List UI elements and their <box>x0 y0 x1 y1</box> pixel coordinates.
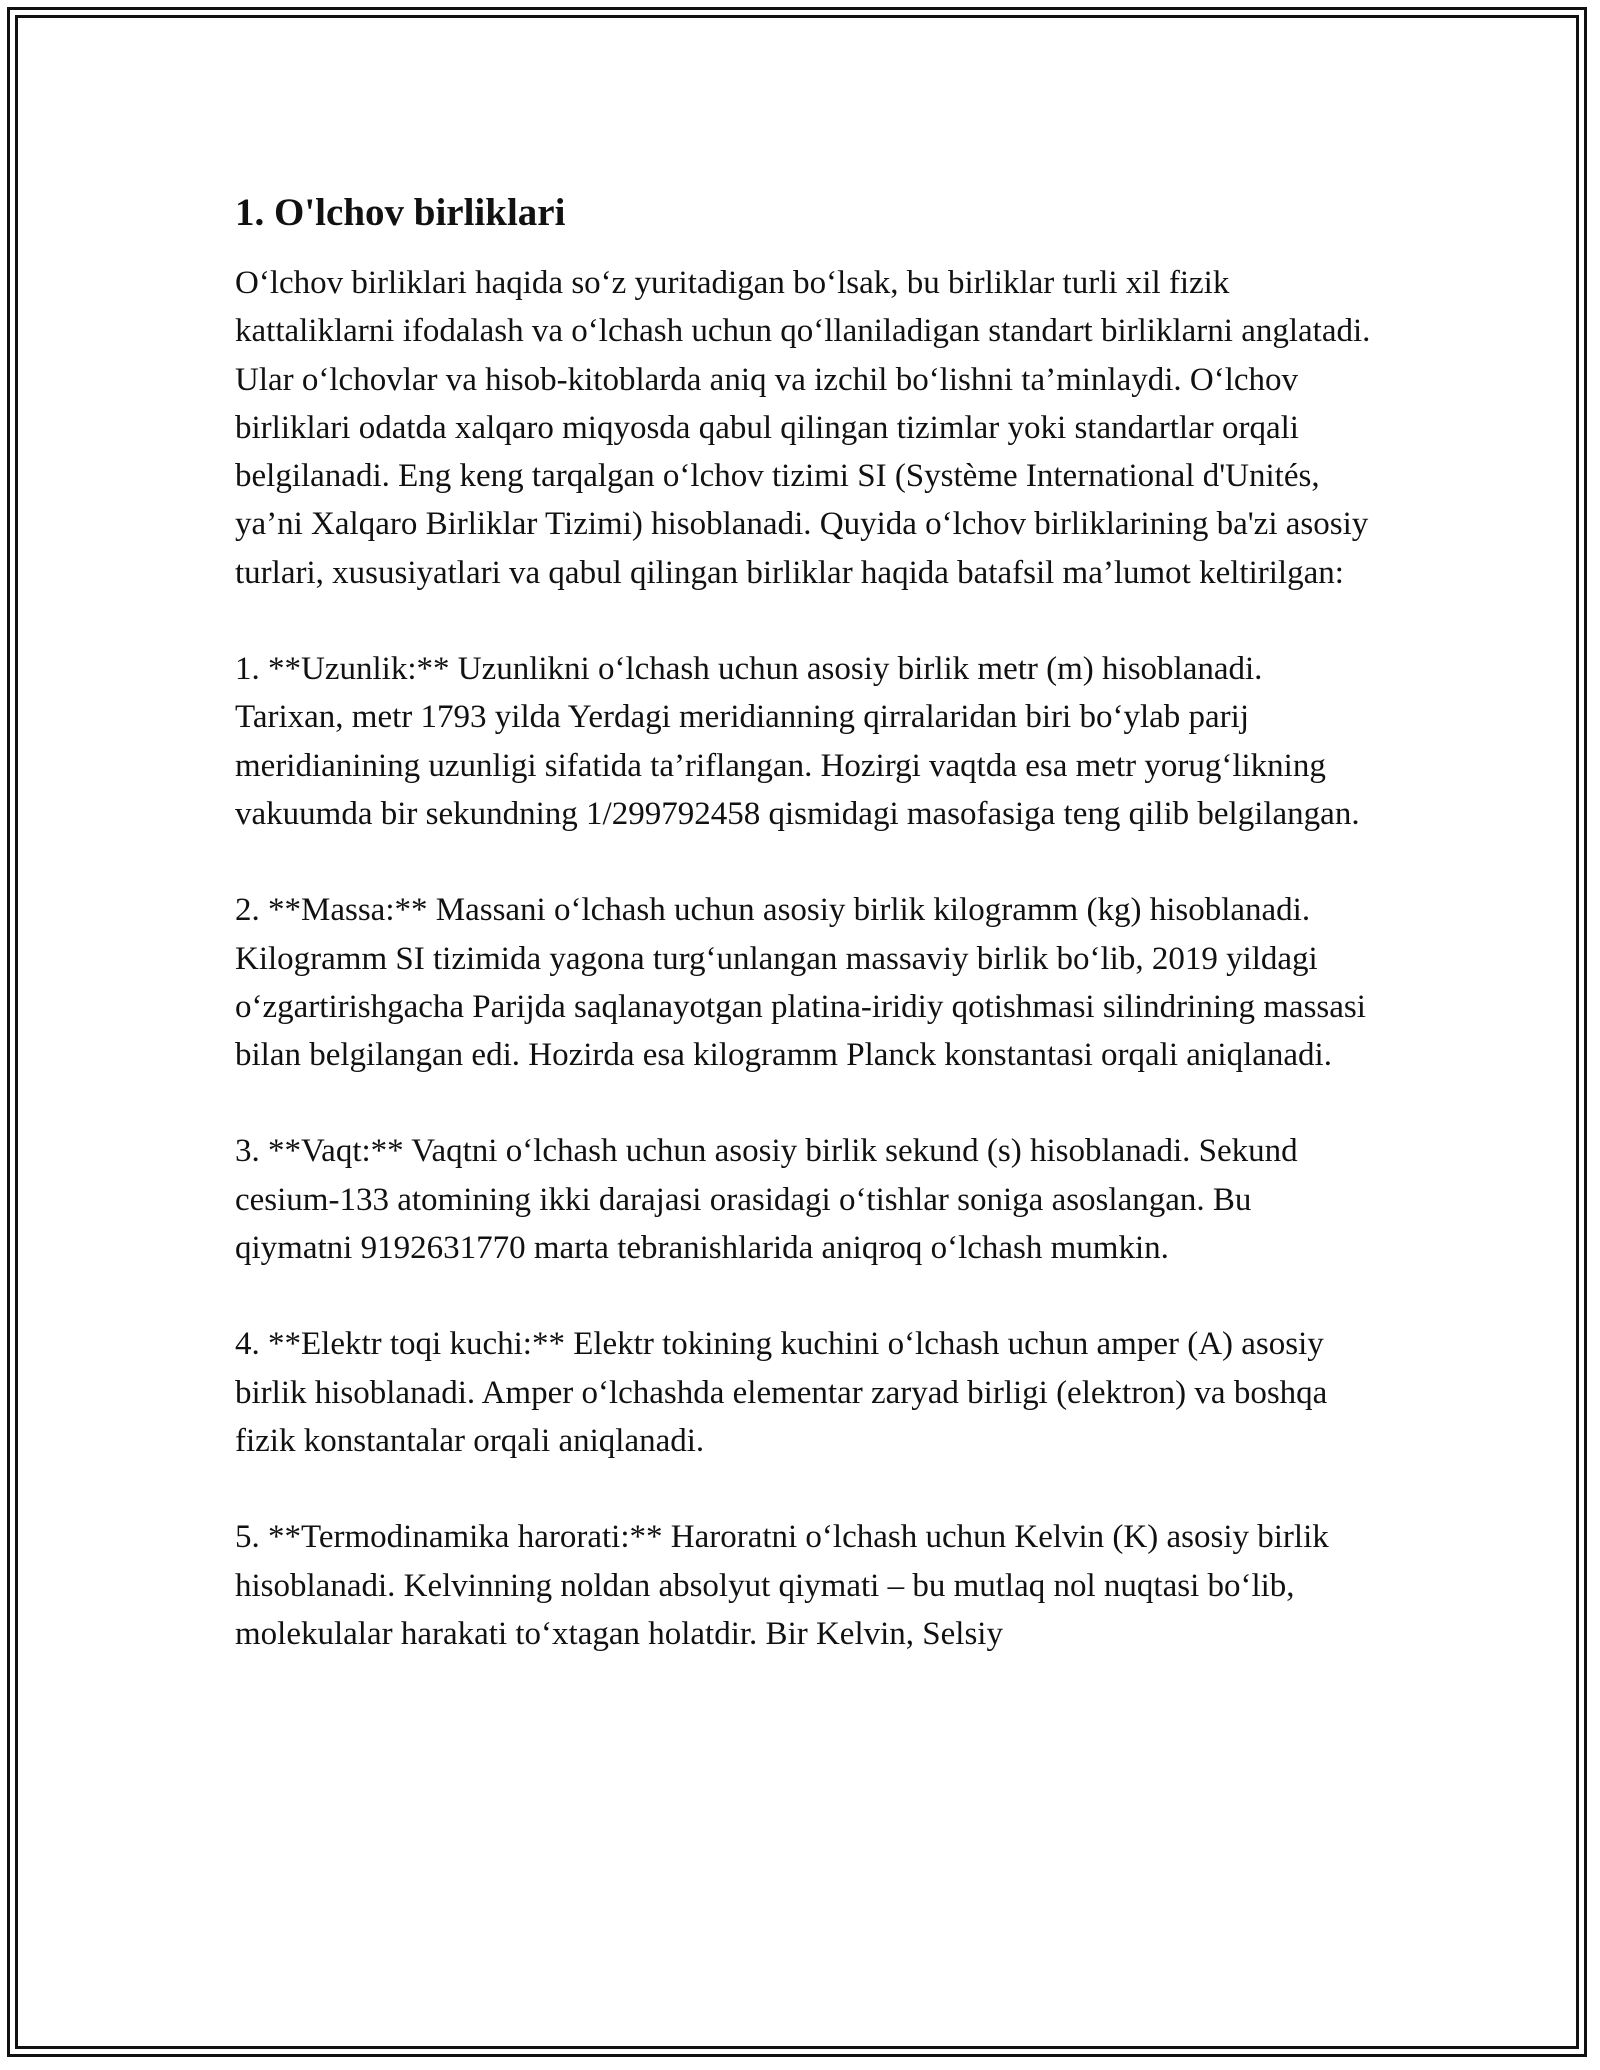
list-item-temperature: 5. **Termodinamika harorati:** Haroratni o‘lchash uchun Kelvin (K) asosiy birlik hisoblanadi. Kelvinning noldan absolyut qiymati – bu mutlaq nol nuqtasi bo‘lib, molekulalar harakati to‘xtagan holatdir. Bir Kelvin, Selsiy <box>235 1519 1329 1652</box>
list-item-length: 1. **Uzunlik:** Uzunlikni o‘lchash uchun asosiy birlik metr (m) hisoblanadi. Tarixan, metr 1793 yilda Yerdagi meridianning qirralaridan biri bo‘ylab parij meridianining uzunligi sifatida ta’riflangan. Hozirgi vaqtda esa metr yorug‘likning vakuumda bir sekundning 1/299792458 qismidagi masofasiga teng qilib belgilangan. <box>235 651 1360 832</box>
section-heading: 1. O'lchov birliklari <box>235 191 566 234</box>
list-item-time: 3. **Vaqt:** Vaqtni o‘lchash uchun asosiy birlik sekund (s) hisoblanadi. Sekund cesium-133 atomining ikki darajasi orasidagi o‘tishlar soniga asoslangan. Bu qiymatni 9192631770 marta tebranishlarida aniqroq o‘lchash mumkin. <box>235 1133 1298 1267</box>
intro-paragraph: O‘lchov birliklari haqida so‘z yuritadigan bo‘lsak, bu birliklar turli xil fizik kattaliklarni ifodalash va o‘lchash uchun qo‘llaniladigan standart birliklarni anglatadi. Ular o‘lchovlar va hisob-kitoblarda aniq va izchil bo‘lishni ta’minlaydi. O‘lchov birliklari odatda xalqaro miqyosda qabul qilingan tizimlar yoki standartlar orqali belgilanadi. Eng keng tarqalgan o‘lchov tizimi SI (Système International d'Unités, ya’ni Xalqaro Birliklar Tizimi) hisoblanadi. Quyida o‘lchov birliklarining ba'zi asosiy turlari, xususiyatlari va qabul qilingan birliklar haqida batafsil ma’lumot keltirilgan: <box>235 265 1371 591</box>
list-item-current: 4. **Elektr toqi kuchi:** Elektr tokining kuchini o‘lchash uchun amper (A) asosiy birlik hisoblanadi. Amper o‘lchashda elementar zaryad birligi (elektron) va boshqa fizik konstantalar orqali aniqlanadi. <box>235 1326 1328 1459</box>
list-item-mass: 2. **Massa:** Massani o‘lchash uchun asosiy birlik kilogramm (kg) hisoblanadi. Kilogramm SI tizimida yagona turg‘unlangan massaviy birlik bo‘lib, 2019 yildagi o‘zgartirishgacha Parijda saqlanayotgan platina-iridiy qotishmasi silindrining massasi bilan belgilangan edi. Hozirda esa kilogramm Planck konstantasi orqali aniqlanadi. <box>235 892 1366 1074</box>
document-body <box>235 185 1375 1706</box>
